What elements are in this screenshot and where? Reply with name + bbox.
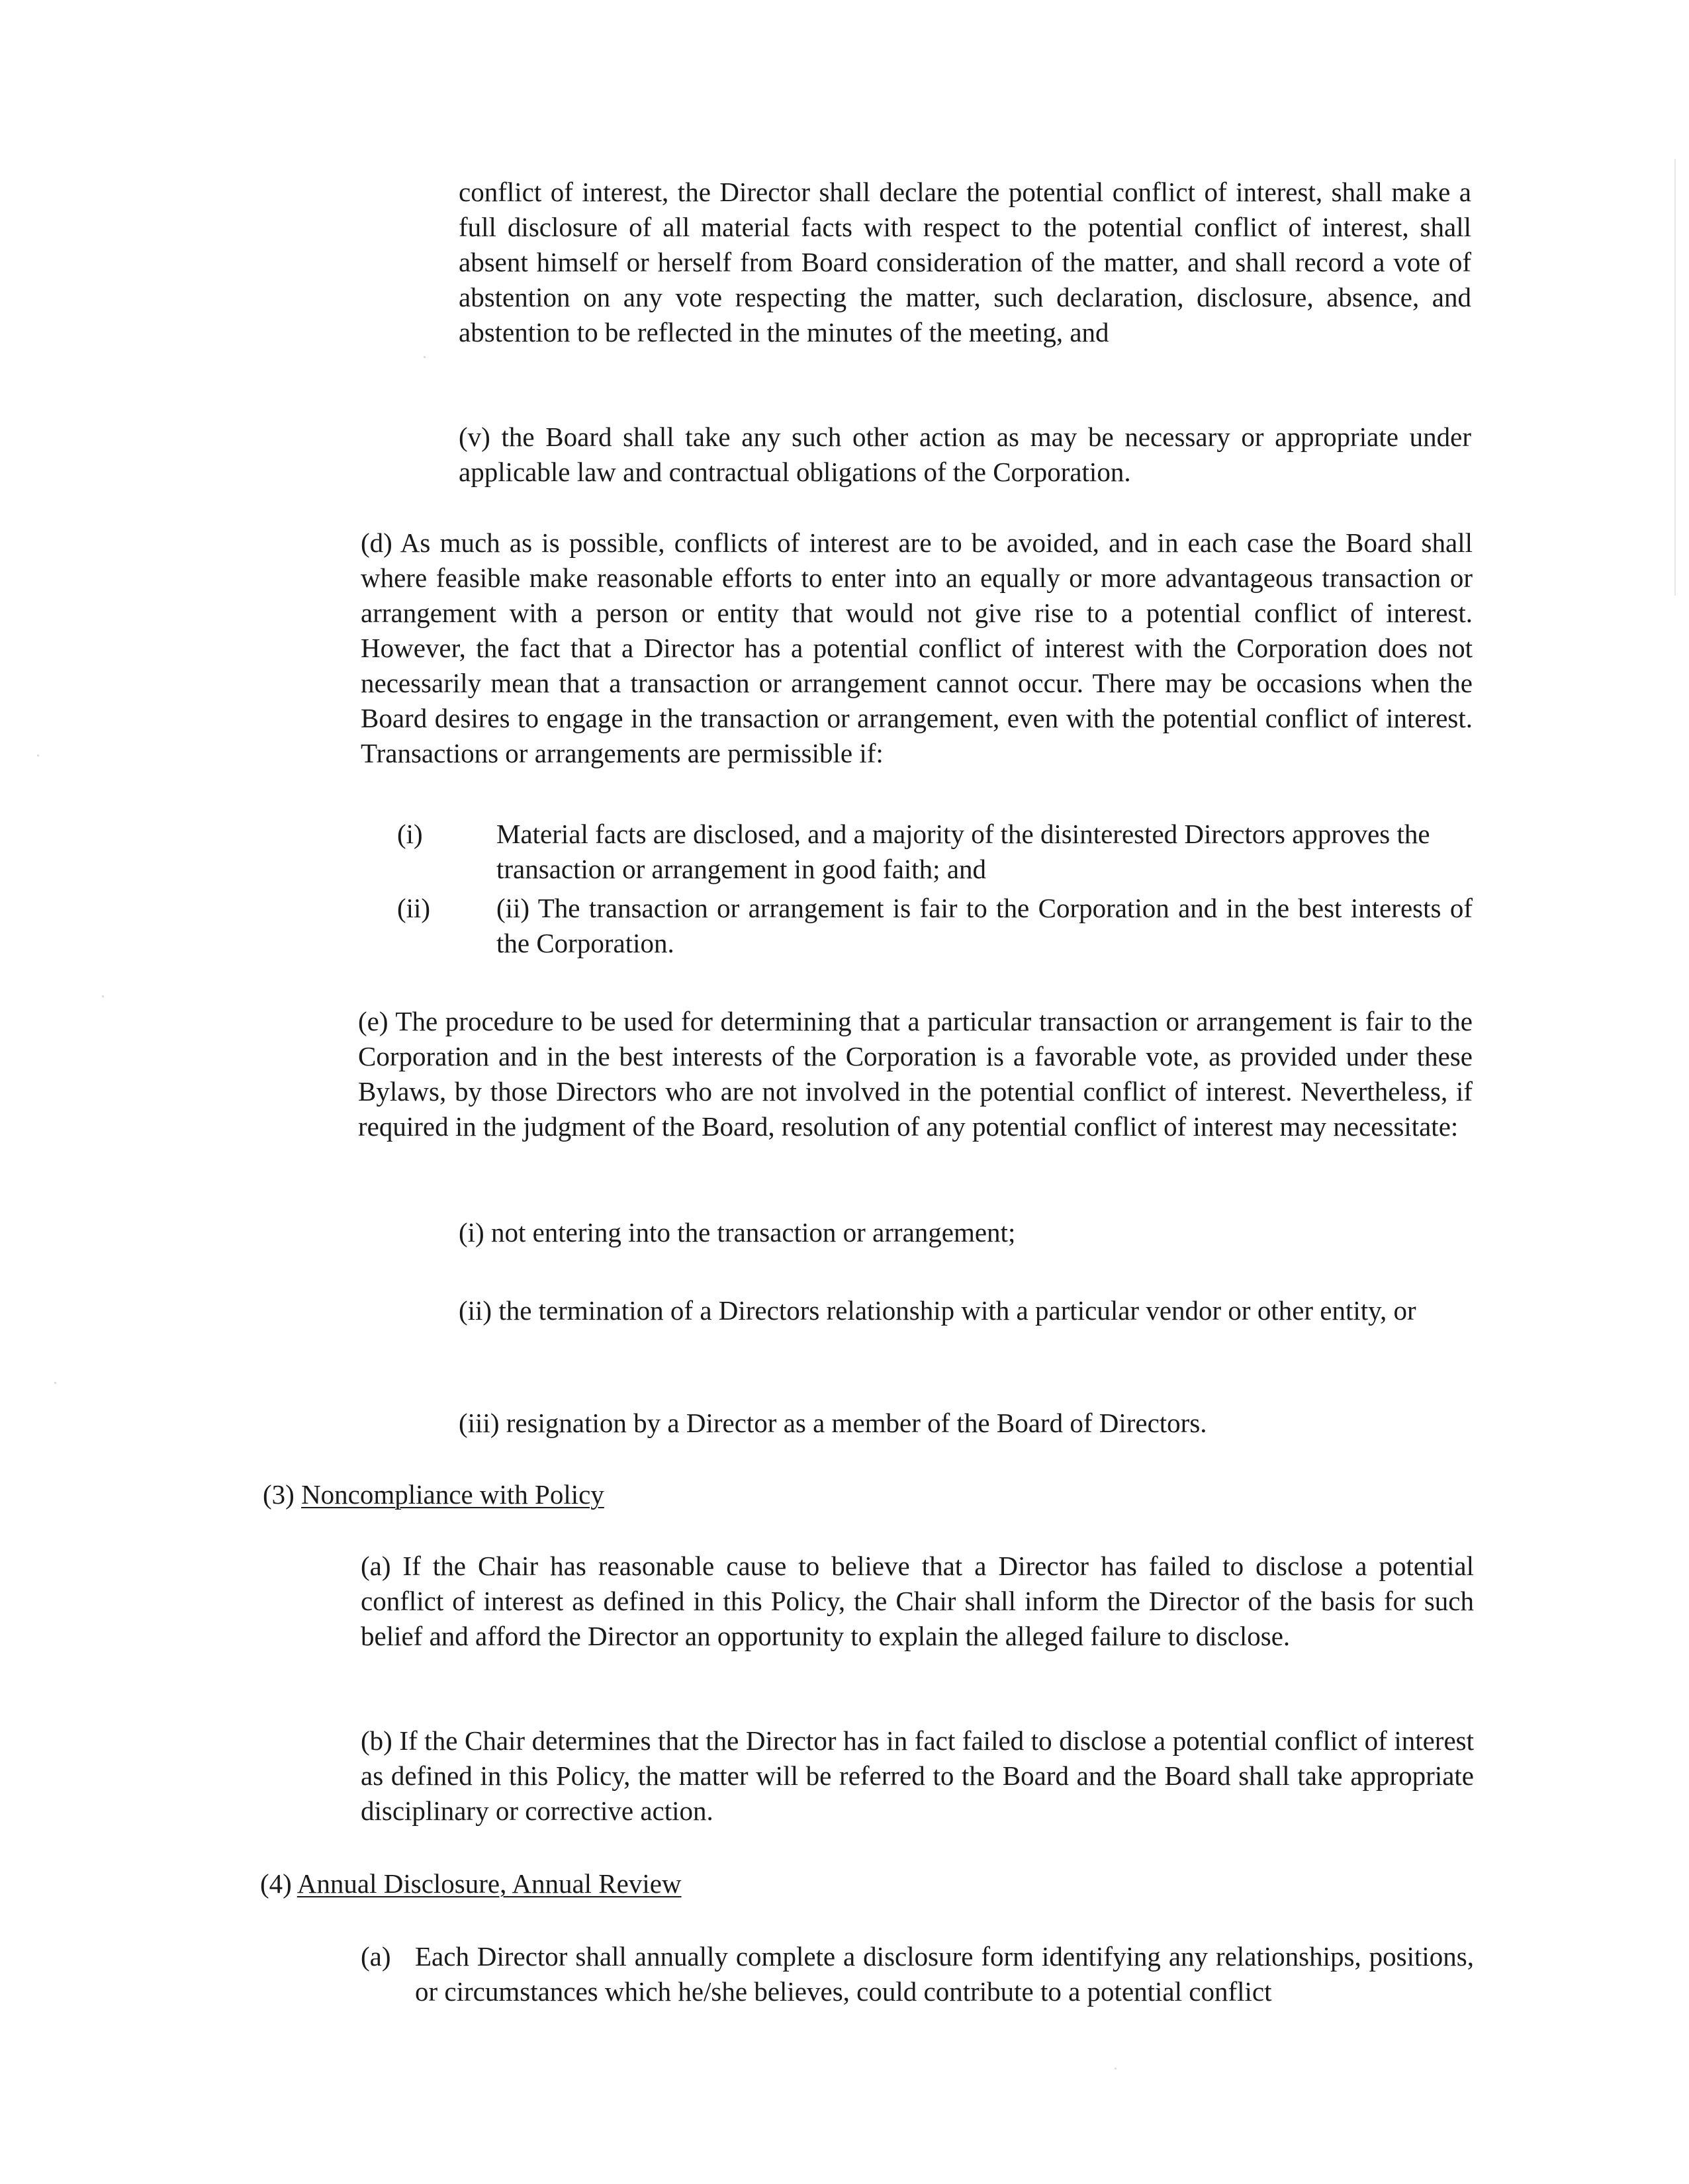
section-title: Noncompliance with Policy [301, 1479, 604, 1510]
list-item-number: (i) [397, 819, 423, 849]
paragraph-e-iii: (iii) resignation by a Director as a member of the Board of Directors. [459, 1408, 1207, 1438]
paragraph-e-i: (i) not entering into the transaction or arrangement; [459, 1217, 1016, 1248]
section-4-heading [260, 1866, 682, 1901]
paragraph-4a [361, 1939, 1474, 2012]
list-item-d-i [397, 817, 1473, 889]
paragraph-e: (e) The procedure to be used for determining that a particular transaction or arrangement is fair to the Corporation and in the best interests of the Corporation is a favorable vote, as provided under these Bylaws, by those Directors who are not involved in the potential conflict of interest. Nevertheless, if required in the judgment of the Board, resolution of any potential conflict of interest may necessitate: [358, 1006, 1473, 1142]
paragraph-e-ii: (ii) the termination of a Directors relationship with a particular vendor or other entity, or [459, 1295, 1416, 1326]
paragraph-c-v: (v) the Board shall take any such other action as may be necessary or appropriate under applicable law and contractual obligations of the Corporation. [459, 422, 1471, 487]
list-item-d-ii [397, 891, 1473, 964]
scan-mark [102, 995, 104, 997]
list-item-text: (ii) The transaction or arrangement is fair to the Corporation and in the best interests of the Corporation. [496, 893, 1473, 958]
paragraph-3a: (a) If the Chair has reasonable cause to believe that a Director has failed to disclose a potential conflict of interest as defined in this Policy, the Chair shall inform the Director of the basis for such belief and afford the Director an opportunity to explain the alleged failure to disclose. [361, 1551, 1474, 1651]
scan-mark [424, 356, 426, 358]
paragraph-c-continuation: conflict of interest, the Director shall declare the potential conflict of interest, shall make a full disclosure of all material facts with respect to the potential conflict of interest, shall absent himself or herself from Board consideration of the matter, and shall record a vote of abstention on any vote respecting the matter, such declaration, disclosure, absence, and abstention to be reflected in the minutes of the meeting, and [459, 177, 1471, 347]
list-item-number: (a) [361, 1941, 391, 1972]
section-title: Annual Disclosure, Annual Review [297, 1868, 682, 1899]
scan-mark [1115, 2068, 1117, 2070]
paragraph-3b: (b) If the Chair determines that the Director has in fact failed to disclose a potential conflict of interest as defined in this Policy, the matter will be referred to the Board and the Board shall take appropriate disciplinary or corrective action. [361, 1725, 1474, 1826]
scan-mark [1674, 159, 1676, 596]
scan-mark [37, 754, 39, 756]
scan-mark [54, 1382, 56, 1384]
section-number: (4) [260, 1868, 292, 1899]
section-number: (3) [263, 1479, 295, 1510]
paragraph-d: (d) As much as is possible, conflicts of interest are to be avoided, and in each case the Board shall where feasible make reasonable efforts to enter into an equally or more advantageous transaction or arrangement with a person or entity that would not give rise to a potential conflict of interest. However, the fact that a Director has a potential conflict of interest with the Corporation does not necessarily mean that a transaction or arrangement cannot occur. There may be occasions when the Board desires to engage in the transaction or arrangement, even with the potential conflict of interest. Transactions or arrangements are permissible if: [361, 527, 1473, 768]
list-item-text: Each Director shall annually complete a disclosure form identifying any relationships, positions, or circumstances which he/she believes, could contribute to a potential conflict [415, 1941, 1474, 2007]
list-item-number: (ii) [397, 893, 431, 923]
list-item-text: Material facts are disclosed, and a majority of the disinterested Directors approves the transaction or arrangement in good faith; and [496, 819, 1430, 884]
section-3-heading [263, 1477, 604, 1512]
